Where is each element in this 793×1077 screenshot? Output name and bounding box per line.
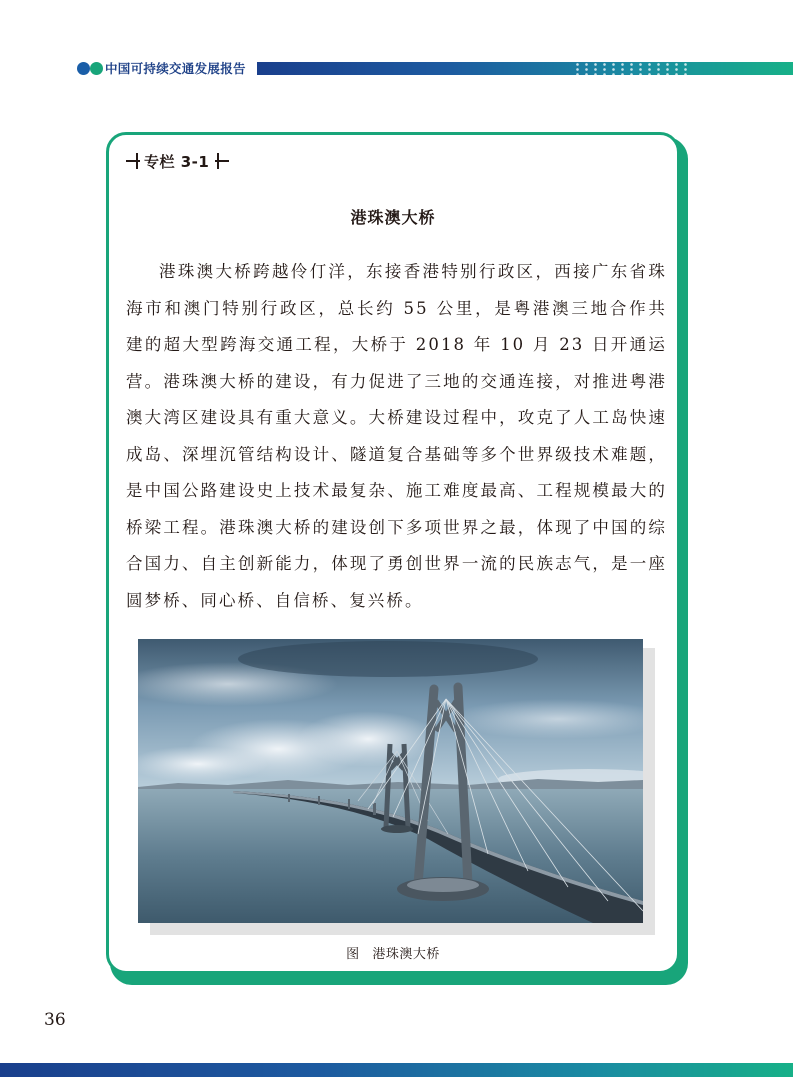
figure-caption-text: 港珠澳大桥: [372, 947, 440, 962]
header-logo-dots: [77, 62, 107, 76]
page-number: 36: [44, 1010, 66, 1030]
column-paragraph: 港珠澳大桥跨越伶仃洋，东接香港特别行政区，西接广东省珠海市和澳门特别行政区，总长约 55 公里，是粤港澳三地合作共建的超大型跨海交通工程，大桥于 2018 年 10 月 23 日开通运营。港珠澳大桥的建设，有力促进了三地的交通连接，对推进粤港澳大湾区建设具有重大意义。大桥建设过程中，攻克了人工岛快速成岛、深埋沉管结构设计、隧道复合基础等多个世界级技术难题，是中国公路建设史上技术最复杂、施工难度最高、工程规模最大的桥梁工程。港珠澳大桥的建设创下多项世界之最，体现了中国的综合国力、自主创新能力，体现了勇创世界一流的民族志气，是一座圆梦桥、同心桥、自信桥、复兴桥。: [126, 262, 667, 610]
green-dot-icon: [90, 62, 103, 75]
header-gradient-bar: [257, 62, 793, 75]
tag-left-bracket-icon: [126, 150, 140, 172]
column-title: 港珠澳大桥: [350, 208, 436, 227]
figure-caption: [106, 943, 680, 962]
bridge-photo: [138, 639, 643, 923]
figure-caption-prefix: 图: [346, 947, 360, 962]
column-tag-label: 专栏 3-1: [144, 152, 210, 171]
tag-right-bracket-icon: [215, 150, 229, 172]
blue-dot-icon: [77, 62, 90, 75]
footer-gradient-bar: [0, 1063, 793, 1077]
report-title: 中国可持续交通发展报告: [105, 61, 246, 76]
column-tag: [126, 150, 229, 172]
header-sparkle-decoration: [573, 62, 693, 75]
